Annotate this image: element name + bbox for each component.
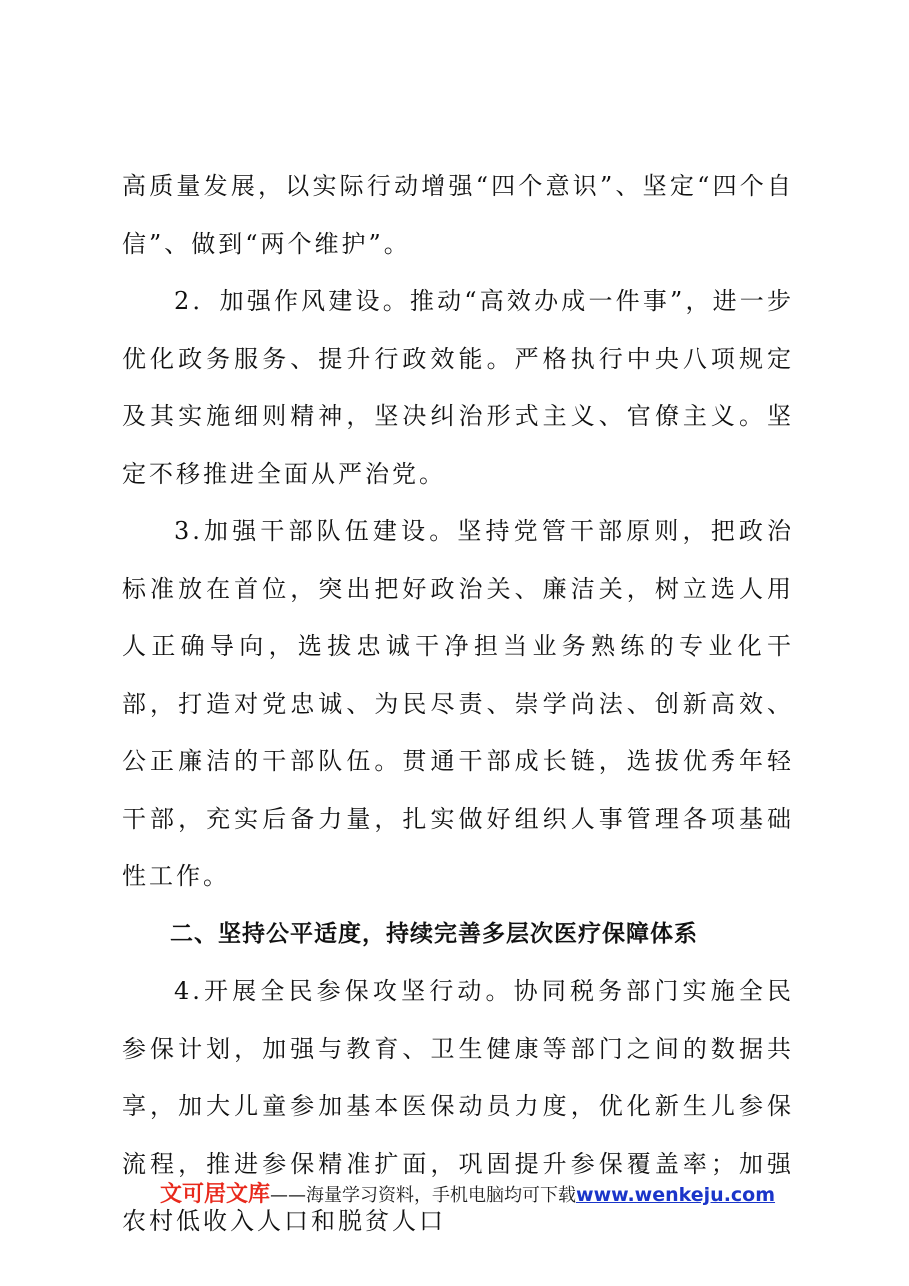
document-body [122,158,794,1251]
footer-banner [160,1180,800,1211]
paragraph-item-2: 2．加强作风建设。推动“高效办成一件事”，进一步优化政务服务、提升行政效能。严格执行中央八项规定及其实施细则精神，坚决纠治形式主义、官僚主义。坚定不移推进全面从严治党。 [122,287,794,488]
footer-site-link[interactable]: www.wenkeju.com [576,1184,776,1206]
paragraph-item-4: 4.开展全民参保攻坚行动。协同税务部门实施全民参保计划，加强与教育、卫生健康等部门之间的数据共享，加大儿童参加基本医保动员力度，优化新生儿参保流程，推进参保精准扩面，巩固提升参保覆盖率；加强农村低收入人口和脱贫人口 [122,977,794,1235]
footer-slogan: 海量学习资料，手机电脑均可下载 [306,1185,577,1206]
section-heading: 二、坚持公平适度，持续完善多层次医疗保障体系 [170,920,698,947]
paragraph-item-3: 3.加强干部队伍建设。坚持党管干部原则，把政治标准放在首位，突出把好政治关、廉洁关，树立选人用人正确导向，选拔忠诚干净担当业务熟练的专业化干部，打造对党忠诚、为民尽责、崇学尚法、创新高效、公正廉洁的干部队伍。贯通干部成长链，选拔优秀年轻干部，充实后备力量，扎实做好组织人事管理各项基础性工作。 [122,517,794,890]
footer-brand: 文可居文库 [160,1182,271,1207]
paragraph-continuation: 高质量发展，以实际行动增强“四个意识”、坚定“四个自信”、做到“两个维护”。 [122,172,794,258]
footer-dash: —— [270,1185,307,1206]
